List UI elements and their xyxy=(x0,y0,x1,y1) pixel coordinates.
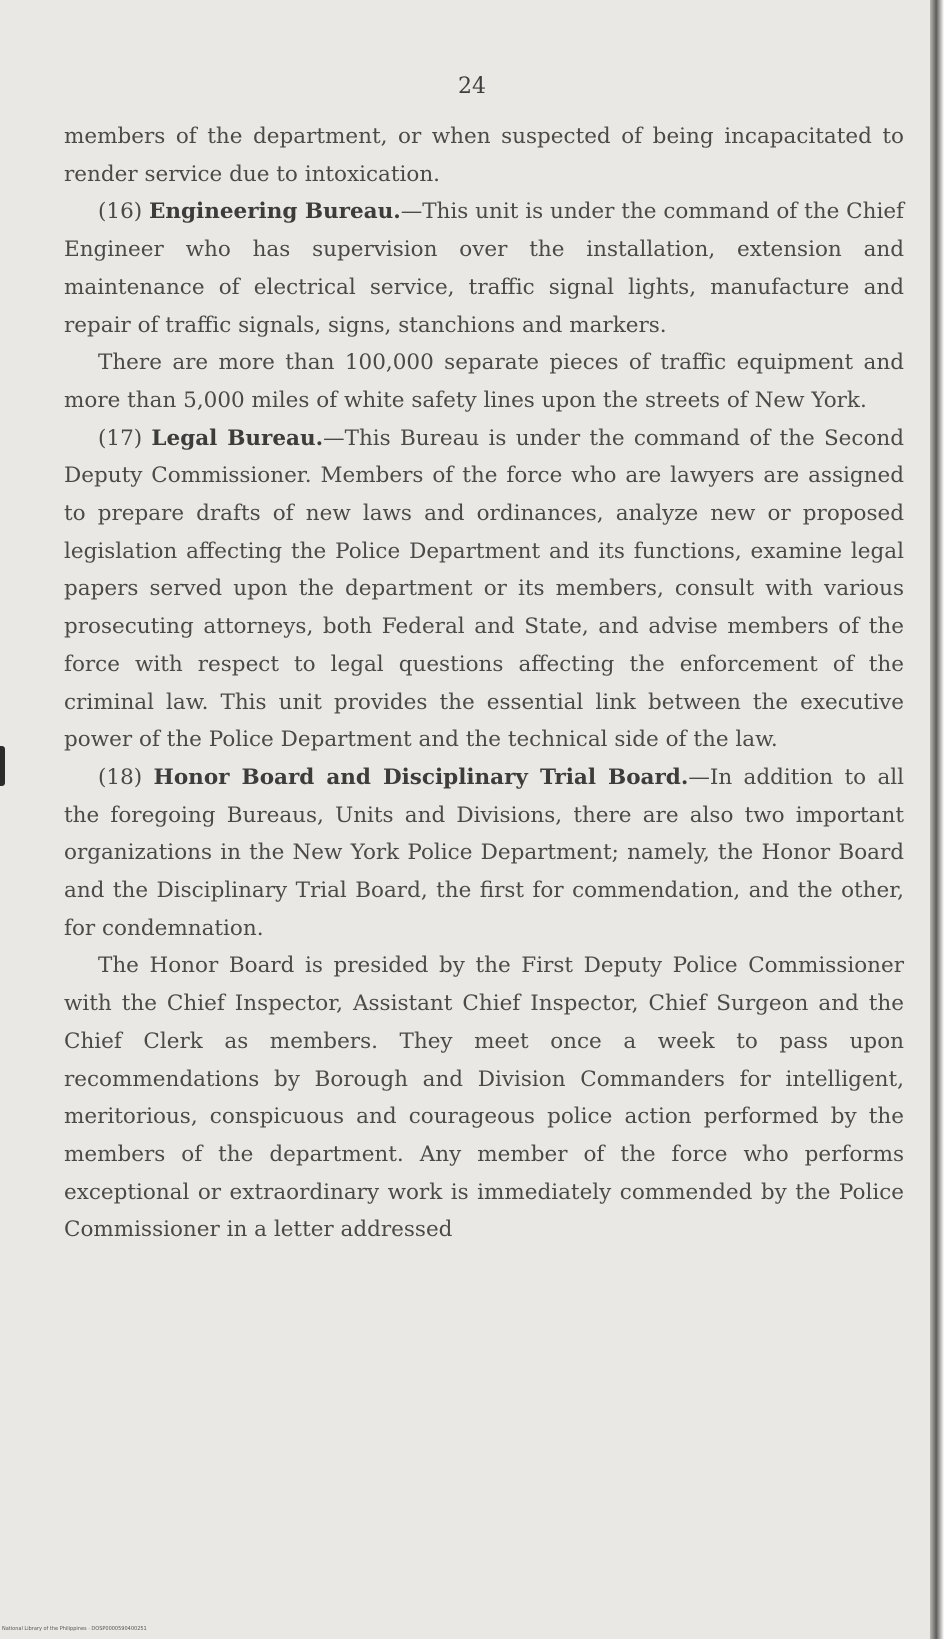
paragraph-text: —This Bureau is under the command of the Second Deputy Commissioner. Members of the force who are lawyers are assigned to prepare drafts of new laws and ordinances, analyze new or proposed legislation affecting the Police Department and its functions, examine legal papers served upon the department or its members, consult with various prosecuting attorneys, both Federal and State, and advise members of the force with respect to legal questions affecting the enforcement of the criminal law. This unit provides the essential link between the executive power of the Police Department and the technical side of the law. xyxy=(64,425,905,753)
paragraph-text: —In addition to all the foregoing Bureaus, Units and Divisions, there are also two important organizations in the New York Police Department; namely, the Honor Board and the Disciplinary Trial Board, the first for commendation, and the other, for condemnation. xyxy=(64,764,905,941)
paragraph-honor-board-trial-board xyxy=(64,759,904,948)
section-heading: Honor Board and Disciplinary Trial Board. xyxy=(153,764,689,790)
scan-credit: National Library of the Philippines · DOSP0000590400251 xyxy=(2,1626,147,1632)
paragraph-text: There are more than 100,000 separate pieces of traffic equipment and more than 5,000 miles of white safety lines upon the streets of New York. xyxy=(64,350,904,413)
section-heading: Legal Bureau. xyxy=(151,425,324,451)
page-number: 24 xyxy=(458,74,486,99)
paragraph-engineering-bureau xyxy=(64,193,904,344)
section-number: (18) xyxy=(98,764,154,790)
section-number: (17) xyxy=(98,425,152,451)
paragraph-honor-board xyxy=(64,947,904,1249)
section-heading: Engineering Bureau. xyxy=(148,199,401,225)
paragraph-legal-bureau xyxy=(64,420,904,759)
paragraph-text: The Honor Board is presided by the First Deputy Police Commissioner with the Chief Inspector, Assistant Chief Inspector, Chief Surgeon and the Chief Clerk as members. They meet once a week to pass upon recommendations by Borough and Division Commanders for intelligent, meritorious, conspicuous and courageous police action performed by the members of the department. Any member of the force who performs exceptional or extraordinary work is immediately commended by the Police Commissioner in a letter addressed xyxy=(64,953,904,1243)
page-edge-shadow xyxy=(930,0,944,1639)
paragraph-text: —This unit is under the command of the Chief Engineer who has supervision over the installation, extension and maintenance of electrical service, traffic signal lights, manufacture and repair of traffic signals, signs, stanchions and markers. xyxy=(64,199,905,338)
paragraph-traffic-equipment xyxy=(64,344,904,419)
paragraph-text: members of the department, or when suspected of being incapacitated to render service due to intoxication. xyxy=(64,124,904,187)
paragraph-continuation xyxy=(64,118,904,193)
body-text xyxy=(64,118,904,1249)
binding-mark xyxy=(0,746,5,786)
section-number: (16) xyxy=(98,199,149,225)
